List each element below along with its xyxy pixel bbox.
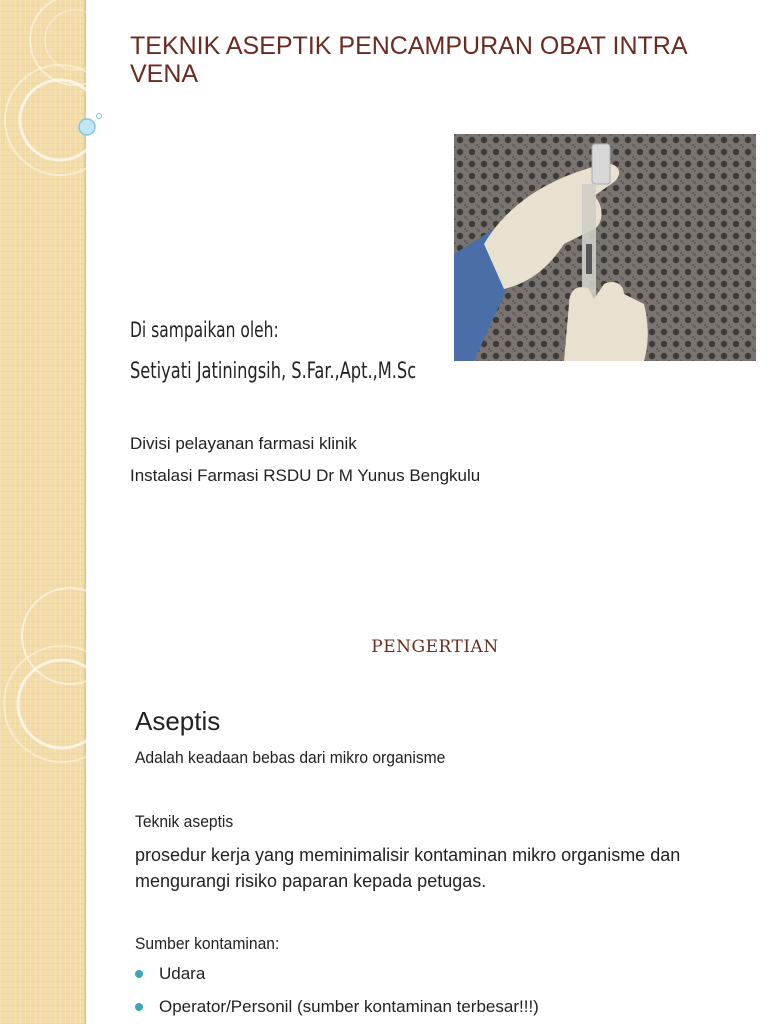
- term-teknik-aseptis: Teknik aseptis: [135, 812, 234, 831]
- decorative-rings-icon: [0, 576, 140, 776]
- list-item: Operator/Personil (sumber kontaminan terbesar!!!): [135, 997, 539, 1024]
- presenter-label: Di sampaikan oleh:: [130, 318, 279, 342]
- term-aseptis: Aseptis: [135, 706, 221, 736]
- presenter-name: Setiyati Jatiningsih, S.Far.,Apt.,M.Sc: [130, 359, 417, 384]
- slide-2: [0, 576, 768, 1024]
- section-heading: PENGERTIAN: [371, 637, 499, 657]
- definition-aseptis: Adalah keadaan bebas dari mikro organisme: [135, 748, 446, 767]
- syringe-vial-photo-icon: [454, 134, 756, 361]
- sources-label: Sumber kontaminan:: [135, 934, 280, 953]
- org-division: Divisi pelayanan farmasi klinik: [130, 434, 357, 453]
- decorative-rings-icon: [0, 0, 140, 260]
- slide-title: TEKNIK ASEPTIK PENCAMPURAN OBAT INTRA VENA: [130, 32, 687, 88]
- list-item: Udara: [135, 964, 539, 997]
- sources-list: [135, 964, 539, 1024]
- definition-teknik-aseptis: prosedur kerja yang meminimalisir kontaminan mikro organisme dan mengurangi risiko paparan kepada petugas.: [135, 845, 681, 891]
- org-institution: Instalasi Farmasi RSDU Dr M Yunus Bengkulu: [130, 466, 481, 485]
